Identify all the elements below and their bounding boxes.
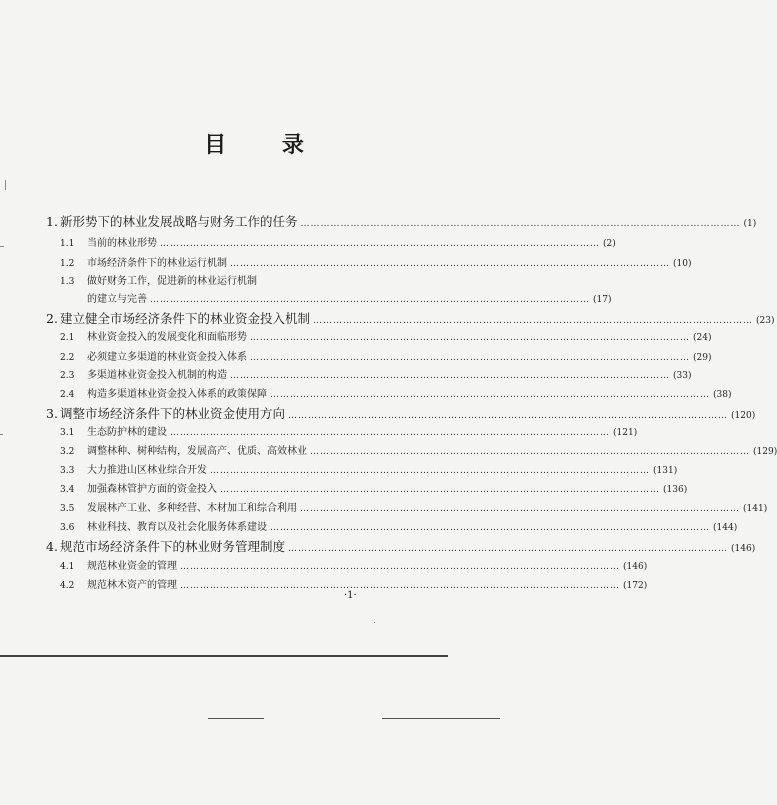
toc-section-entry <box>60 576 648 591</box>
toc-page-reference: (1) <box>743 219 757 229</box>
dot-leader: …………………………………………………………………………………………………………………… <box>170 428 610 438</box>
page-title: 目 录 <box>204 132 328 158</box>
toc-entry-label: 规范市场经济条件下的林业财务管理制度 <box>60 539 286 554</box>
dot-leader: …………………………………………………………………………………………………………………… <box>250 353 690 363</box>
toc-entry-number: 2.2 <box>60 353 75 363</box>
toc-section-entry <box>60 254 692 269</box>
toc-section-entry <box>60 272 402 287</box>
toc-section-entry <box>60 423 638 438</box>
toc-entry-number: 1.2 <box>60 259 75 269</box>
toc-page-reference: (33) <box>673 371 692 381</box>
toc-page-reference: (23) <box>756 316 775 326</box>
dot-leader: …………………………………………………………………………………………………………………… <box>313 316 754 326</box>
dot-leader: …………………………………………………………………………………………………………………… <box>288 411 729 421</box>
toc-entry-label: 多渠道林业资金投入机制的构造 <box>87 370 227 381</box>
toc-continuation-line <box>87 290 612 305</box>
toc-page-reference: (144) <box>713 523 738 533</box>
toc-section-entry <box>60 499 768 514</box>
toc-entry-label: 必须建立多渠道的林业资金投入体系 <box>87 352 247 363</box>
dot-leader: …………………………………………………………………………………………………………………… <box>288 544 729 554</box>
scan-edge-mark <box>0 246 4 247</box>
toc-entry-label: 林业资金投入的发展变化和面临形势 <box>87 332 247 343</box>
toc-section-entry <box>60 480 688 495</box>
divider-line <box>0 655 448 657</box>
toc-section-entry <box>60 518 738 533</box>
dot-leader: …………………………………………………………………………………………………………………… <box>210 466 650 476</box>
toc-entry-label: 构造多渠道林业资金投入体系的政策保障 <box>87 389 267 400</box>
toc-chapter-entry <box>46 404 756 422</box>
dot-leader: …………………………………………………………………………………………………………………… <box>160 239 600 249</box>
toc-page-reference: (38) <box>713 390 732 400</box>
toc-entry-label: 大力推进山区林业综合开发 <box>87 465 207 476</box>
toc-entry-number: 2. <box>46 311 58 326</box>
toc-section-entry <box>60 234 616 249</box>
toc-entry-number: 1.1 <box>60 239 75 249</box>
toc-page-reference: (2) <box>603 239 616 249</box>
dot-leader: …………………………………………………………………………………………………………………… <box>270 523 710 533</box>
toc-entry-label: 规范林业资金的管理 <box>87 561 177 572</box>
toc-entry-label: 生态防护林的建设 <box>87 427 167 438</box>
dot-leader: …………………………………………………………………………………………………………………… <box>220 485 660 495</box>
dot-leader: …………………………………………………………………………………………………………………… <box>150 295 590 305</box>
toc-entry-number: 1.3 <box>60 277 75 287</box>
toc-page-reference: (129) <box>753 447 777 457</box>
toc-entry-number: 3.3 <box>60 466 75 476</box>
toc-entry-number: 1. <box>46 214 58 229</box>
toc-page-reference: (24) <box>693 333 712 343</box>
toc-chapter-entry <box>46 309 775 327</box>
toc-entry-number: 3.1 <box>60 428 75 438</box>
toc-entry-label: 林业科技、教育以及社会化服务体系建设 <box>87 522 267 533</box>
dot-leader: …………………………………………………………………………………………………………………… <box>270 390 710 400</box>
toc-entry-number: 3.6 <box>60 523 75 533</box>
toc-entry-label: 规范林木资产的管理 <box>87 580 177 591</box>
toc-page-reference: (17) <box>593 295 612 305</box>
toc-entry-label: 的建立与完善 <box>87 294 147 305</box>
dot-leader: …………………………………………………………………………………………………………………… <box>230 259 670 269</box>
toc-entry-label: 做好财务工作，促进新的林业运行机制 <box>87 276 257 287</box>
toc-section-entry <box>60 328 712 343</box>
dot-leader: …………………………………………………………………………………………………………………… <box>180 562 620 572</box>
dot-leader: …………………………………………………………………………………………………………………… <box>310 447 750 457</box>
toc-page-reference: (136) <box>663 485 688 495</box>
toc-chapter-entry <box>46 212 757 230</box>
toc-page-reference: (121) <box>613 428 638 438</box>
toc-section-entry <box>60 366 692 381</box>
toc-entry-number: 2.4 <box>60 390 75 400</box>
toc-entry-number: 3.4 <box>60 485 75 495</box>
toc-section-entry <box>60 348 712 363</box>
toc-page-reference: (146) <box>731 544 756 554</box>
toc-entry-number: 2.3 <box>60 371 75 381</box>
toc-page-reference: (146) <box>623 562 648 572</box>
toc-page-reference: (131) <box>653 466 678 476</box>
dot-leader: …………………………………………………………………………………………………………………… <box>250 333 690 343</box>
toc-entry-label: 当前的林业形势 <box>87 238 157 249</box>
toc-page-reference: (29) <box>693 353 712 363</box>
divider-line-short <box>208 718 264 719</box>
toc-page-reference: (141) <box>743 504 768 514</box>
dot-leader: …………………………………………………………………………………………………………………… <box>180 581 620 591</box>
toc-entry-number: 3.5 <box>60 504 75 514</box>
dot-leader: …………………………………………………………………………………………………………………… <box>300 219 741 229</box>
toc-page-reference: (120) <box>731 411 756 421</box>
toc-entry-label: 调整林种、树种结构，发展高产、优质、高效林业 <box>87 446 307 457</box>
toc-section-entry <box>60 461 678 476</box>
toc-entry-label: 新形势下的林业发展战略与财务工作的任务 <box>60 214 298 229</box>
toc-entry-number: 2.1 <box>60 333 75 343</box>
toc-entry-label: 发展林产工业、多种经营、木材加工和综合利用 <box>87 503 297 514</box>
toc-entry-label: 加强森林管护方面的资金投入 <box>87 484 217 495</box>
toc-entry-number: 4.2 <box>60 581 75 591</box>
toc-page-reference: (172) <box>623 581 648 591</box>
toc-entry-label: 建立健全市场经济条件下的林业资金投入机制 <box>60 311 311 326</box>
toc-entry-label: 市场经济条件下的林业运行机制 <box>87 258 227 269</box>
scan-edge-mark <box>5 180 6 190</box>
toc-entry-number: 4.1 <box>60 562 75 572</box>
dot-leader: …………………………………………………………………………………………………………………… <box>230 371 670 381</box>
toc-entry-number: 4. <box>46 539 58 554</box>
scan-edge-mark <box>0 434 3 435</box>
toc-section-entry <box>60 557 648 572</box>
toc-page-reference: (10) <box>673 259 692 269</box>
dot-leader: …………………………………………………………………………………………………………………… <box>300 504 740 514</box>
toc-entry-number: 3. <box>46 406 58 421</box>
toc-section-entry <box>60 442 777 457</box>
page-number: ·1· <box>344 590 357 601</box>
toc-entry-label: 调整市场经济条件下的林业资金使用方向 <box>60 406 286 421</box>
toc-chapter-entry <box>46 537 756 555</box>
toc-entry-number: 3.2 <box>60 447 75 457</box>
scan-edge-mark <box>374 622 375 623</box>
divider-line-right <box>382 718 500 719</box>
toc-section-entry <box>60 385 732 400</box>
